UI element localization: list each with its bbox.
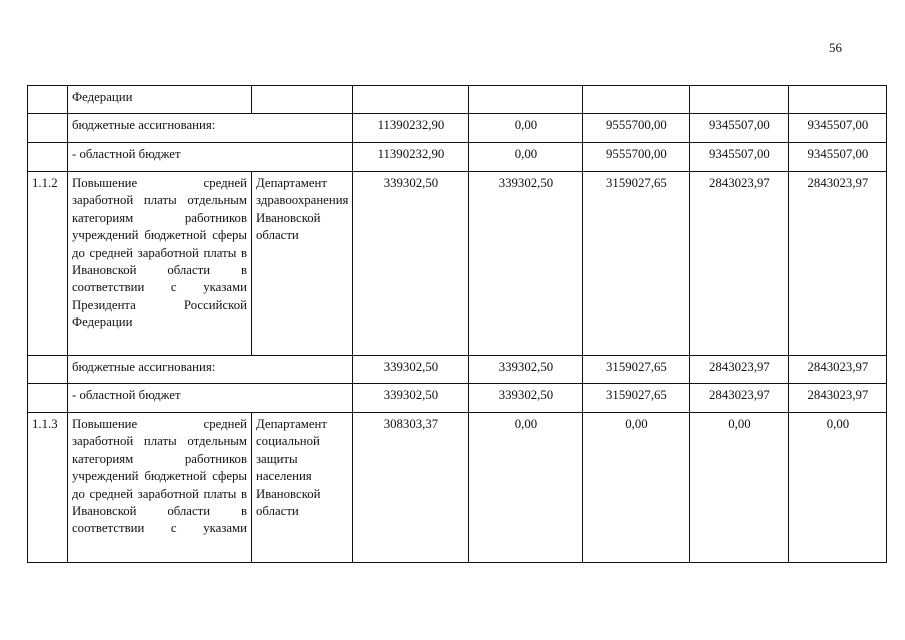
value-cell: 3159027,65 — [583, 384, 690, 413]
value-cell: 0,00 — [690, 413, 789, 563]
table-row — [28, 384, 887, 413]
value-cell: 339302,50 — [469, 384, 583, 413]
department-cell: Департамент социальной защиты населения Ивановской области — [252, 413, 353, 563]
value-cell: 2843023,97 — [789, 172, 887, 356]
page-number: 56 — [829, 40, 842, 55]
table-row — [28, 172, 887, 356]
value-cell: 339302,50 — [353, 172, 469, 356]
value-cell — [690, 86, 789, 114]
value-cell — [583, 86, 690, 114]
budget-table — [27, 85, 887, 563]
table-row — [28, 143, 887, 172]
value-cell: 2843023,97 — [690, 356, 789, 384]
value-cell: 0,00 — [469, 143, 583, 172]
value-cell: 339302,50 — [469, 172, 583, 356]
value-cell — [469, 86, 583, 114]
row-code-cell — [28, 356, 68, 384]
value-cell: 339302,50 — [469, 356, 583, 384]
empty-cell — [252, 86, 353, 114]
table-row — [28, 114, 887, 143]
row-label-cell: - областной бюджет — [68, 143, 353, 172]
value-cell: 9345507,00 — [789, 114, 887, 143]
value-cell: 9345507,00 — [690, 114, 789, 143]
value-cell: 9345507,00 — [789, 143, 887, 172]
value-cell: 0,00 — [789, 413, 887, 563]
value-cell: 2843023,97 — [789, 356, 887, 384]
row-code-cell: 1.1.3 — [28, 413, 68, 563]
value-cell: 9345507,00 — [690, 143, 789, 172]
table-row — [28, 356, 887, 384]
row-code-cell — [28, 384, 68, 413]
value-cell: 11390232,90 — [353, 114, 469, 143]
value-cell — [353, 86, 469, 114]
value-cell: 3159027,65 — [583, 172, 690, 356]
value-cell: 2843023,97 — [690, 172, 789, 356]
value-cell: 3159027,65 — [583, 356, 690, 384]
value-cell: 2843023,97 — [789, 384, 887, 413]
value-cell: 339302,50 — [353, 356, 469, 384]
department-cell: Департамент здравоохранения Ивановской области — [252, 172, 353, 356]
table-row — [28, 413, 887, 563]
value-cell: 11390232,90 — [353, 143, 469, 172]
table-row — [28, 86, 887, 114]
value-cell: 308303,37 — [353, 413, 469, 563]
row-code-cell — [28, 114, 68, 143]
row-code-cell — [28, 86, 68, 114]
value-cell — [789, 86, 887, 114]
value-cell: 0,00 — [583, 413, 690, 563]
value-cell: 9555700,00 — [583, 114, 690, 143]
value-cell: 0,00 — [469, 114, 583, 143]
value-cell: 2843023,97 — [690, 384, 789, 413]
value-cell: 9555700,00 — [583, 143, 690, 172]
measure-description-cell: Повышение средней заработной платы отдельным категориям работников учреждений бюджетной сферы до средней заработной платы в Ивановской области в соответствии с указами — [68, 413, 252, 563]
row-label-cell: бюджетные ассигнования: — [68, 114, 353, 143]
row-code-cell: 1.1.2 — [28, 172, 68, 356]
row-label-cell: бюджетные ассигнования: — [68, 356, 353, 384]
measure-description-cell: Повышение средней заработной платы отдельным категориям работников учреждений бюджетной сферы до средней заработной платы в Ивановской области в соответствии с указами Президента Российской Федерации — [68, 172, 252, 356]
value-cell: 339302,50 — [353, 384, 469, 413]
value-cell: 0,00 — [469, 413, 583, 563]
row-label-cell: - областной бюджет — [68, 384, 353, 413]
row-code-cell — [28, 143, 68, 172]
row-label-cell: Федерации — [68, 86, 252, 114]
